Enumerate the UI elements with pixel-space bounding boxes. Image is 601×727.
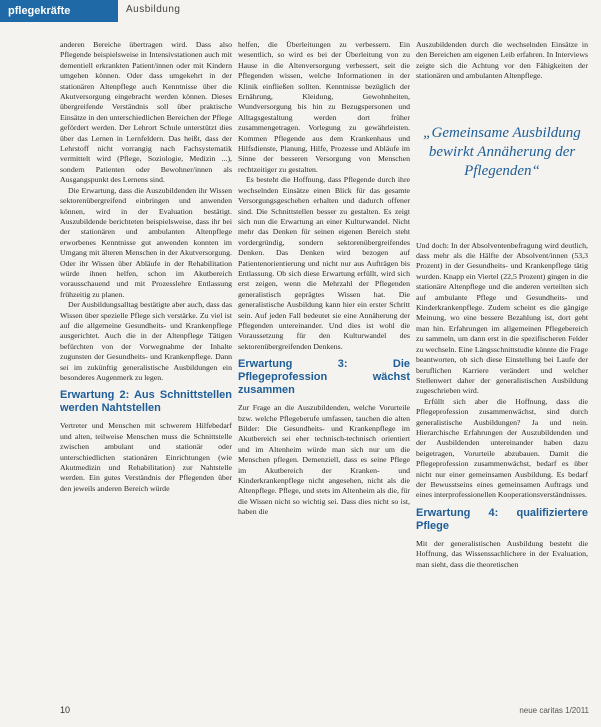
heading-erwartung-3: Erwartung 3: Die Pflegeprofession wächst zusammen xyxy=(238,358,410,397)
column1-paragraph-2: Die Erwartung, dass die Auszubildenden ihr Wissen sektorenübergreifend einbringen und anwenden können, wird in der Evaluation bestätigt. Auszubildende berichteten beispielsweise, dass ihr bei der stationären und ambulanten Altenpflege erworbenes Kenntnisse gut anwenden konnten im Umgang mit älteren Menschen in der Akutversorgung. Oder ihr Wissen über Abläufe in der Rehabilitation würde ihnen helfen, schon im Akutbereich vorausschauend und mit Prozesslehre Entlassung frühzeitig zu planen. xyxy=(60,185,232,299)
pull-quote: „Gemeinsame Ausbildung bewirkt Annäherung der Pflegenden“ xyxy=(423,124,581,179)
text-column-1 xyxy=(60,40,232,494)
magazine-issue: neue caritas 1/2011 xyxy=(519,706,589,715)
page-number: 10 xyxy=(60,705,71,715)
column1-paragraph-4: Vertreter und Menschen mit schwerem Hilfebedarf und alten, teilweise Menschen muss die Schnittstelle zwischen ambulant und stationär oder unterschiedlichen stationären Einrichtungen (wie Akutmedizin und Rehabilitation) zur Nahtstelle werden. Ein gutes Verständnis der Pflegenden über den jeweils anderen Bereich würde xyxy=(60,421,232,493)
column3-paragraph-1: Auszubildenden durch die wechselnden Einsätze in den Bereichen am eigenen Leib erfahren. In Interviews zeigte sich die Achtung vor den Fähigkeiten der stationären und ambulanten Altenpflege. xyxy=(416,40,588,81)
column2-paragraph-2: Es besteht die Hoffnung, dass Pflegende durch ihre wechselnden Einsätze einen Blick für das gesamte Versorgungsgeschehen erhalten und dadurch offener sind. Die Schnittstellen besser zu gestalten. Es zeigt sich nun die Erwartung an einer Kulturwandel. Nicht mehr das Denken für seinen eigenen Bereich steht vordergründig, sondern sektorenübergreifendes Denken. Das Denken wird bezogen auf Patientenorientierung und nicht nur aus Aufträgen bis Entlassung. Ob sich diese Erwartung erfüllt, wird sich erst zeigen, wenn die Mehrzahl der Pflegenden generalistisch geprägtes Wissen hat. Die generalistische Ausbildung kann hier ein erster Schritt sein. Auf jeden Fall bedeutet sie eine Annäherung der Pflegenden untereinander. Und dies ist wohl die Voraussetzung für den Kulturwandel des sektorenübergreifenden Denkens. xyxy=(238,175,410,351)
column3-paragraph-2: Und doch: In der Absolventenbefragung wird deutlich, dass mehr als die Hälfte der Absolvent/innen (53,3 Prozent) in der Gesundheits- und Krankenpflege tätig wurden. Knapp ein Viertel (22,5 Prozent) gingen in die stationäre Altenpflege und die anderen verteilten sich auf ambulante Pflege und Gesundheits- und Kinderkrankenpflege. Zudem scheint es die gängige Meinung, wo eine bessere Bezahlung ist, dort geht man hin. Erfahrungen im allgemeinen Pflegebereich zu sammeln, um dann erst in die spezifischeren Felder zu wechseln. Eine Längsschnittstudie könnte die Frage beantworten, ob sich diese Einstellung bei Laufe der beruflichen Karriere verändert und welcher Stellenwert daher der generalistischen Ausbildung zugeschrieben wird. xyxy=(416,240,588,396)
column2-paragraph-1: helfen, die Überleitungen zu verbessern. Ein wesentlich, so wird es bei der Überleitung von zu Hause in die Altenversorgung verbessert, seit die Pflegenden wissen, welche Informationen in der Klinik einfließen sollten. Kenntnisse bezüglich der Ernährung, Kleidung, Gewohnheiten, Wundversorgung bis hin zu Bezugspersonen und Alltagsgestaltung werden dort früher zusammengetragen. Vorlegung zu gewährleisten. Kommen Pflegende aus dem Krankenhaus und Hilfsdienste, Planung, Hilfe, Prozesse und Abläufe im Sinne der besseren Versorgung von Menschen rechtzeitiger zu gestalten. xyxy=(238,40,410,174)
column1-paragraph-1: anderen Bereiche übertragen wird. Dass also Pflegende beispielsweise in Intensivstationen auch mit dementiell erkrankten Patient/innen oder mit Kindern umgehen können. Oder dass umgekehrt in der stationären Altenpflege auch Kenntnisse über die Akutversorgung eingebracht werden können. Dieses übergreifende Verständnis soll über praktische Einsätze in den unterschiedlichen Bereichen der Pflege gefördert werden. Der Lehrort Schule unterstützt dies über das Lernen in Lernfeldern. Das heißt, dass der Lehrstoff nicht vorrangig nach Fachsystematik vermittelt wird (Pflege, Soziologie, Medizin ...), sondern Patienten oder Bewohner/innen als Ausgangspunkt des Lernens sind. xyxy=(60,40,232,185)
text-column-2 xyxy=(238,40,410,518)
heading-erwartung-2: Erwartung 2: Aus Schnittstellen werden Nahtstellen xyxy=(60,389,232,415)
page-header xyxy=(0,0,601,26)
column2-paragraph-3: Zur Frage an die Auszubildenden, welche Vorurteile bzw. welche Pflegeberufe umfassen, tauchen die alten Bilder: Die Gesundheits- und Krankenpflege im Akutbereich sei eher technisch-technisch orientiert und im Altenheim würde man sich nur um die Menschen pflegen. Demenziell, dass es seine Pflege im Akutbereich der Kranken- und Kinderkrankenpflege nicht angesehen, nicht als die Altenpflege. Pflege, und stets im Altenheim als die, für die Wissen nicht so wichtig sei. Dass dies nicht so ist, haben die xyxy=(238,403,410,517)
heading-erwartung-4: Erwartung 4: qualifiziertere Pflege xyxy=(416,506,588,532)
topic-label: Ausbildung xyxy=(126,4,181,15)
column3-paragraph-3: Erfüllt sich aber die Hoffnung, dass die Pflegeprofession zusammenwächst, sind durch generalistische Ausbildungen? Ja und nein. Hierarchische Erfahrungen der Auszubildenden und der Ausbildenden untereinander haben dazu beigetragen, Vorurteile abzubauen. Damit die Pflegeprofession zusammenwächst, bedarf es über nicht nur einer gemeinsamen Ausbildung. Es bedarf der Bewusstseins eines gemeinsamen Auftrags und eines interprofessionellen Kooperationsverständnisses. xyxy=(416,396,588,500)
section-label: pflegekräfte xyxy=(0,0,118,22)
column3-paragraph-4: Mit der generalistischen Ausbildung besteht die Hoffnung, das Wissenssachlichere in der Evaluation, man sieht, dass die theoretischen xyxy=(416,538,588,569)
column1-paragraph-3: Der Ausbildungsalltag bestätigte aber auch, dass das Wissen über spezielle Pflege sich verstärke. Zu viel ist auf die allgemeine Gesundheits- und Krankenpflege ausgerichtet. Auch die in der Altenpflege Tätigen befürchten von der Vorwegnahme der Inhalte zugunsten der Gesundheits- und Krankenpflege. Dann sei im zukünftig generalistische Ausbildungen ein besonderes Augenmerk zu legen. xyxy=(60,300,232,382)
text-column-3 xyxy=(416,40,588,570)
